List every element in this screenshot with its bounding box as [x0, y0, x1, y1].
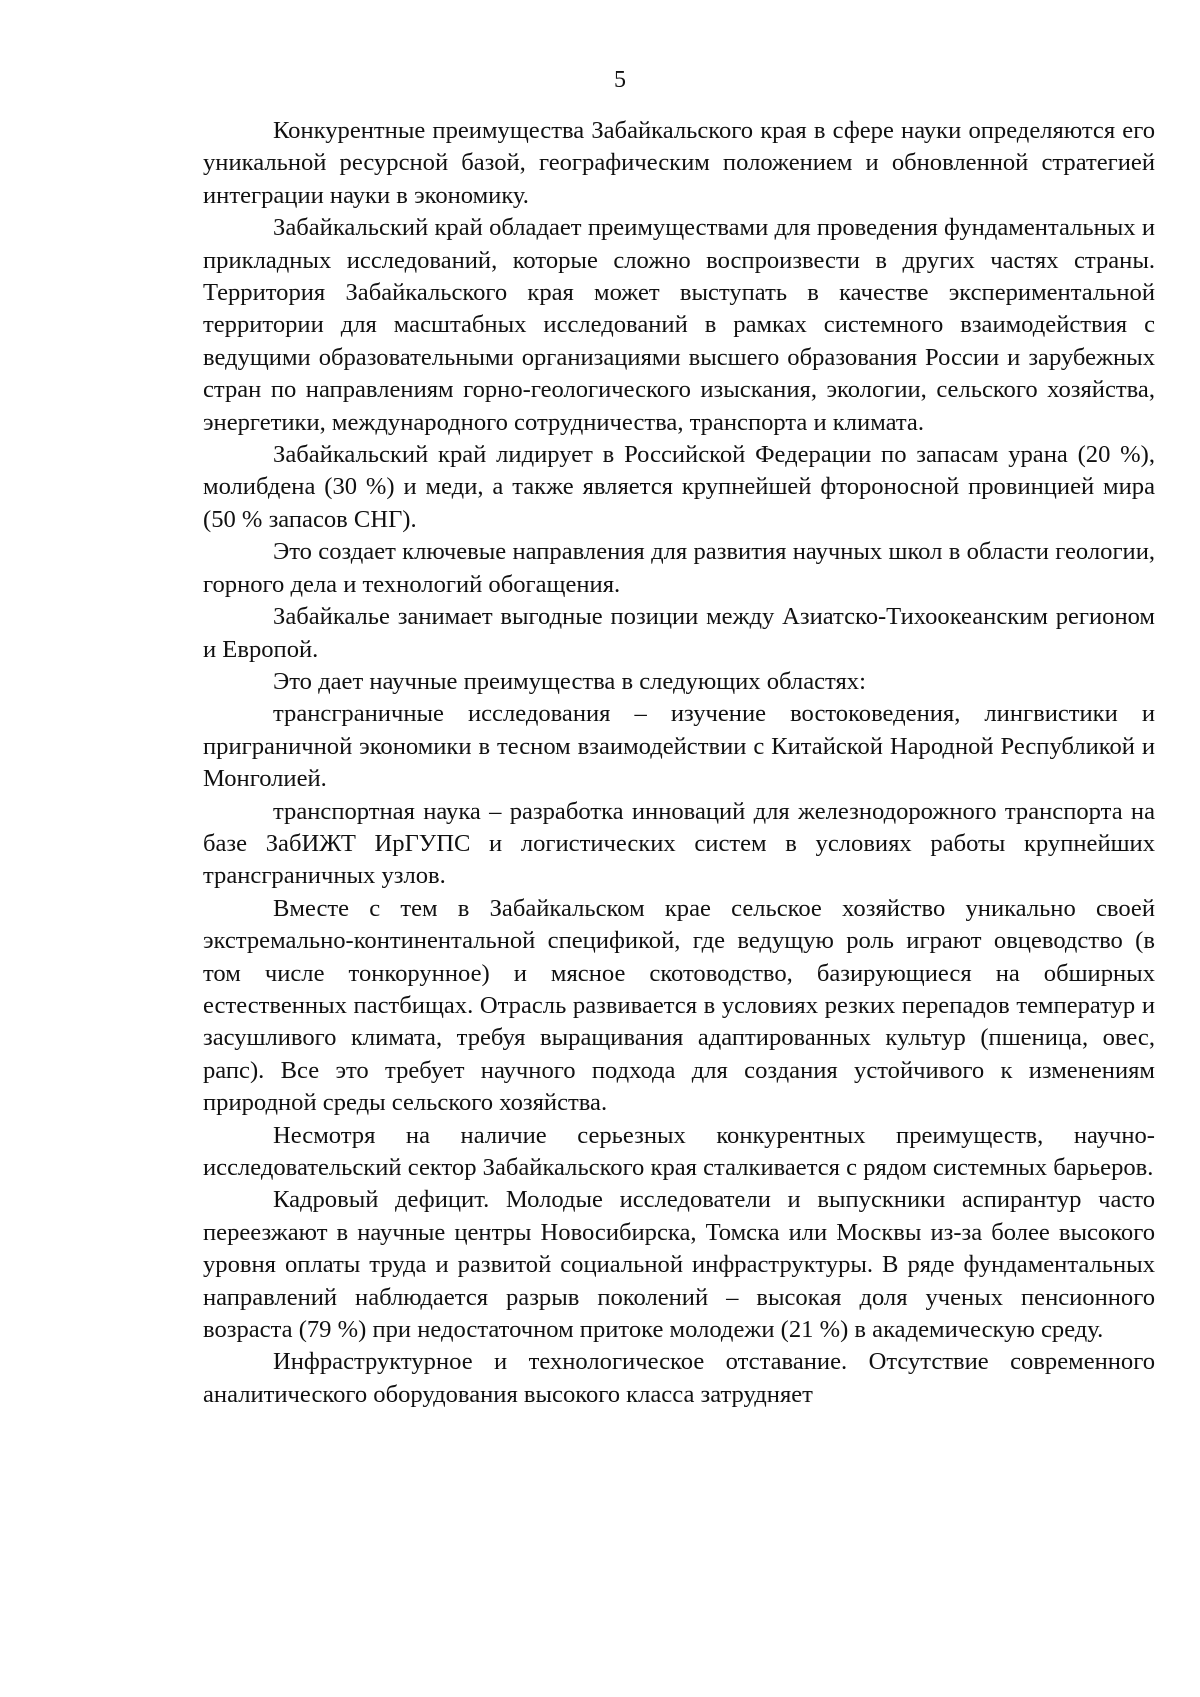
page-number: 5 [614, 67, 626, 93]
paragraph-transport-science: транспортная наука – разработка инноваций для железнодорожного транспорта на базе ЗабИЖТ ИрГУПС и логистических систем в условиях работы крупнейших трансграничных узлов. [203, 797, 1155, 890]
paragraph-personnel-deficit: Кадровый дефицит. Молодые исследователи и выпускники аспирантур часто переезжают в научные центры Новосибирска, Томска или Москвы из-за более высокого уровня оплаты труда и развитой социальной инфраструктуры. В ряде фундаментальных направлений наблюдается разрыв поколений – высокая доля ученых пенсионного возраста (79 %) при недостаточном притоке молодежи (21 %) в академическую среду. [203, 1186, 1155, 1344]
paragraph-infrastructure-lag: Инфраструктурное и технологическое отставание. Отсутствие современного аналитического оборудования высокого класса затрудняет [203, 1348, 1155, 1408]
paragraph-research-advantages: Забайкальский край обладает преимуществами для проведения фундаментальных и прикладных исследований, которые сложно воспроизвести в других частях страны. Территория Забайкальского края может выступать в качестве экспериментальной территории для масштабных исследований в рамках системного взаимодействия с ведущими образовательными организациями высшего образования России и зарубежных стран по направлениям горно-геологического изыскания, экологии, сельского хозяйства, энергетики, международного сотрудничества, транспорта и климата. [203, 214, 1155, 436]
paragraph-system-barriers: Несмотря на наличие серьезных конкурентных преимуществ, научно-исследовательский сектор Забайкальского края сталкивается с рядом системных барьеров. [203, 1121, 1155, 1181]
paragraph-mineral-reserves: Забайкальский край лидирует в Российской Федерации по запасам урана (20 %), молибдена (30 %) и меди, а также является крупнейшей фтороносной провинцией мира (50 % запасов СНГ). [203, 441, 1155, 533]
document-body [203, 115, 1155, 1411]
paragraph-scientific-areas-intro: Это дает научные преимущества в следующих областях: [273, 667, 866, 695]
paragraph-agriculture: Вместе с тем в Забайкальском крае сельское хозяйство уникально своей экстремально-континентальной спецификой, где ведущую роль играют овцеводство (в том числе тонкорунное) и мясное скотоводство, базирующиеся на обширных естественных пастбищах. Отрасль развивается в условиях резких перепадов температур и засушливого климата, требуя выращивания адаптированных культур (пшеница, овес, рапс). Все это требует научного подхода для создания устойчивого к изменениям природной среды сельского хозяйства. [203, 894, 1155, 1117]
paragraph-competitive-advantages: Конкурентные преимущества Забайкальского края в сфере науки определяются его уникальной ресурсной базой, географическим положением и обновленной стратегией интеграции науки в экономику. [203, 117, 1155, 209]
paragraph-cross-border-research: трансграничные исследования – изучение востоковедения, лингвистики и приграничной экономики в тесном взаимодействии с Китайской Народной Республикой и Монголией. [203, 700, 1155, 793]
paragraph-science-schools: Это создает ключевые направления для развития научных школ в области геологии, горного дела и технологий обогащения. [203, 538, 1155, 598]
paragraph-geographic-position: Забайкалье занимает выгодные позиции между Азиатско-Тихоокеанским регионом и Европой. [203, 603, 1155, 663]
